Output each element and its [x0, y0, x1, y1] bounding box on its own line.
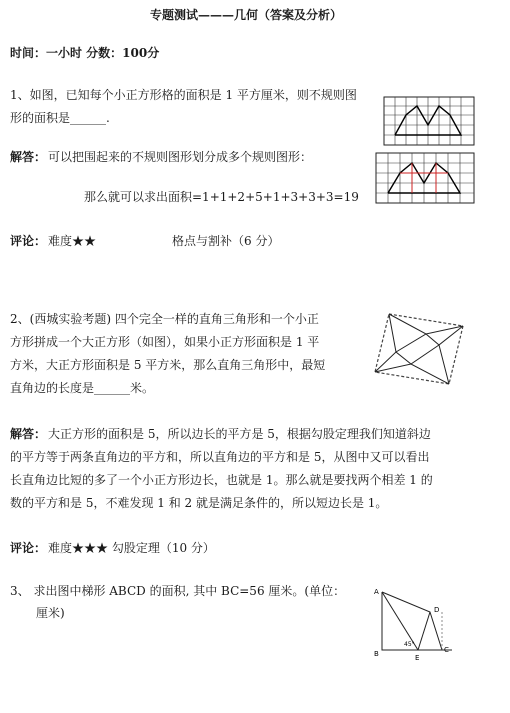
q1-comment-text: 难度★★: [48, 234, 97, 248]
q3-label-b: B: [374, 650, 379, 658]
q1-text-line1: 1、如图，已知每个小正方形格的面积是 1 平方厘米，则不规则图: [10, 88, 357, 102]
q3-text-line1: 3、 求出图中梯形 ABCD 的面积, 其中 BC=56 厘米。(单位：: [10, 584, 346, 598]
q2-text-line2: 方形拼成一个大正方形（如图），如果小正方形面积是 1 平: [10, 335, 320, 349]
q3-label-a: A: [374, 588, 379, 596]
q2-text-line4: 直角边的长度是______米。: [10, 381, 155, 395]
q2-answer-line1: 大正方形的面积是 5，所以边长的平方是 5，根据勾股定理我们知道斜边: [48, 427, 431, 441]
q2-text-line3: 方米，大正方形面积是 5 平方米，那么直角三角形中，最短: [10, 358, 326, 372]
q2-figure-squares: [371, 312, 465, 386]
time-info: 时间：一小时 分数：100分: [10, 46, 160, 60]
q1-answer-line1: 可以把围起来的不规则图形划分成多个规则图形：: [48, 150, 313, 164]
q2-comment-text: 难度★★★ 勾股定理（10 分）: [48, 541, 215, 555]
q1-text-line2: 形的面积是______.: [10, 111, 110, 125]
q1-answer-label: 解答：: [10, 150, 47, 164]
page-title: 专题测试———几何（答案及分析）: [150, 8, 343, 22]
q2-answer-label: 解答：: [10, 427, 47, 441]
q2-text-line1: 2、(西城实验考题) 四个完全一样的直角三角形和一个小正: [10, 312, 319, 326]
q1-figure-partition: [375, 152, 475, 204]
q2-comment-label: 评论：: [10, 541, 47, 555]
q2-answer-line3: 长直角边比短的多了一个小正方形边长，也就是 1。那么就是要找两个相差 1 的: [10, 473, 433, 487]
q3-label-angle: 45°: [404, 641, 415, 648]
q2-answer-line2: 的平方等于两条直角边的平方和，所以直角边的平方和是 5，从图中又可以看出: [10, 450, 430, 464]
q3-label-d: D: [434, 606, 440, 614]
q3-label-c: C: [444, 646, 449, 654]
q3-label-e: E: [415, 654, 420, 662]
q1-comment-label: 评论：: [10, 234, 47, 248]
q2-answer-line4: 数的平方和是 5，不难发现 1 和 2 就是满足条件的，所以短边长是 1。: [10, 496, 388, 510]
q3-text-line2: 厘米): [36, 606, 65, 620]
q1-comment-tail: 格点与割补（6 分）: [172, 234, 280, 248]
q1-figure-grid: [383, 96, 475, 146]
q1-answer-line2: 那么就可以求出面积=1+1+2+5+1+3+3+3=19: [84, 190, 359, 204]
q3-figure-trapezoid: [370, 582, 470, 662]
